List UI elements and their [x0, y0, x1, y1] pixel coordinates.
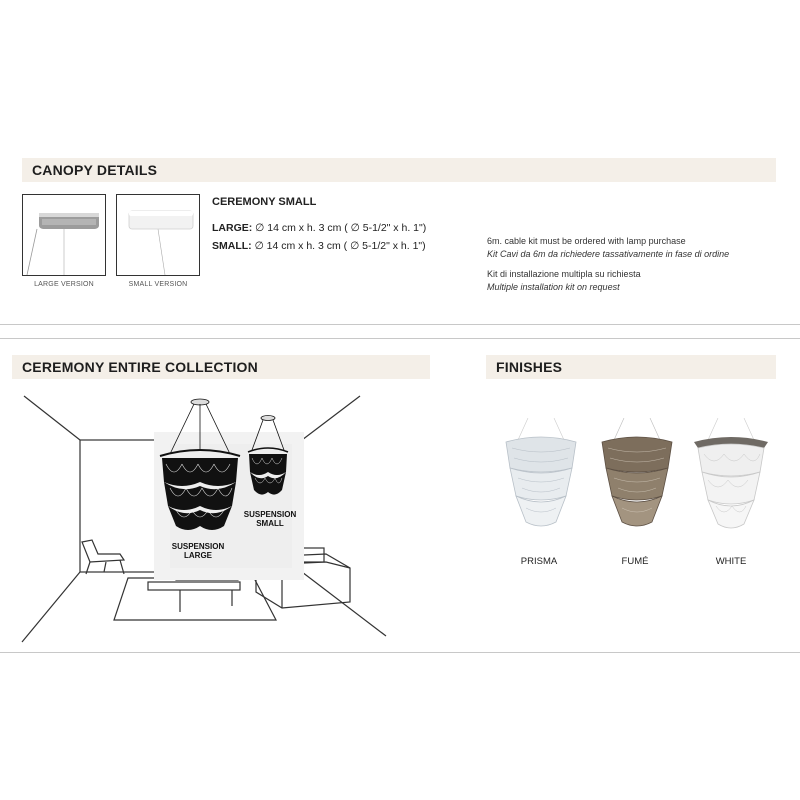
cable-note-en: 6m. cable kit must be ordered with lamp purchase [487, 236, 686, 246]
small-version-caption: SMALL VERSION [128, 281, 188, 288]
large-version-caption: LARGE VERSION [34, 281, 94, 288]
finish-prisma-image [498, 418, 584, 544]
divider-mid [0, 338, 800, 339]
product-name: CEREMONY SMALL [212, 196, 317, 208]
divider-bottom [0, 652, 800, 653]
suspension-large-label: SUSPENSION LARGE [171, 542, 225, 560]
canopy-details-title: CANOPY DETAILS [32, 162, 158, 178]
finish-white-image [688, 418, 774, 544]
finish-prisma-label: PRISMA [520, 556, 558, 567]
finishes-header [486, 355, 776, 379]
multi-note-en: Multiple installation kit on request [487, 282, 620, 292]
large-dims-value: ∅ 14 cm x h. 3 cm ( ∅ 5-1/2" x h. 1") [252, 222, 427, 234]
canopy-details-header [22, 158, 776, 182]
large-label: LARGE: [212, 222, 253, 234]
finish-fume-label: FUMÉ [621, 556, 649, 567]
large-canopy-image [22, 194, 106, 276]
finish-fume-image [594, 418, 680, 544]
small-canopy-image [116, 194, 200, 276]
suspension-small-label: SUSPENSION SMALL [243, 510, 297, 528]
cable-note-it: Kit Cavi da 6m da richiedere tassativamente in fase di ordine [487, 249, 730, 259]
room-illustration [20, 392, 420, 646]
collection-header [12, 355, 430, 379]
divider-top [0, 324, 800, 325]
finish-white-label: WHITE [715, 556, 747, 567]
small-dimensions [212, 240, 426, 252]
finishes-title: FINISHES [496, 359, 563, 375]
multi-note-it: Kit di installazione multipla su richiesta [487, 269, 641, 279]
large-dimensions [212, 222, 426, 234]
collection-title: CEREMONY ENTIRE COLLECTION [22, 359, 258, 375]
small-dims-value: ∅ 14 cm x h. 3 cm ( ∅ 5-1/2" x h. 1") [251, 240, 426, 252]
small-label: SMALL: [212, 240, 252, 252]
